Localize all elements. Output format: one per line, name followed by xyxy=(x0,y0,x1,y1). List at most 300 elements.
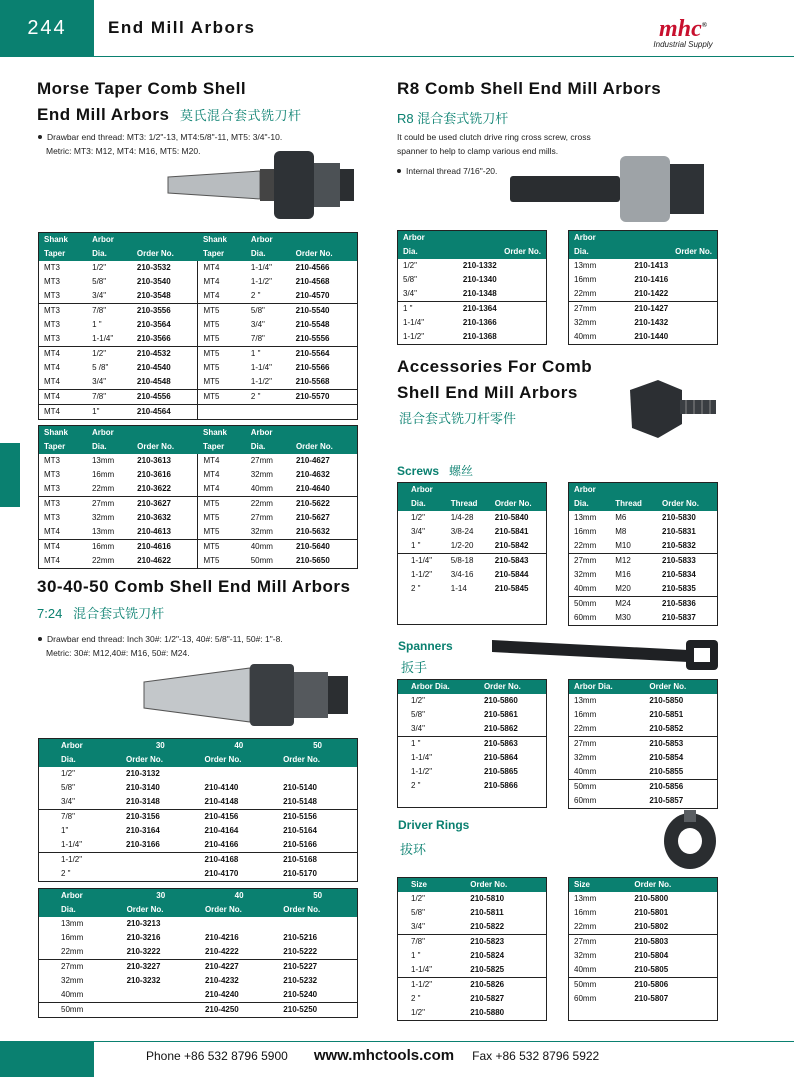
table-cell: 210-5844 xyxy=(494,570,529,579)
table-row xyxy=(39,767,358,781)
footer-bar xyxy=(0,1041,94,1077)
table-row xyxy=(39,917,358,931)
table-cell: MT4 xyxy=(198,261,246,275)
table-cell: 210-3232 xyxy=(126,976,161,985)
table-row xyxy=(398,302,547,317)
table-row xyxy=(569,511,718,525)
table-cell: 1-1/2" xyxy=(411,570,433,579)
table-cell: 1/4-28 xyxy=(450,513,474,522)
table-cell: 13mm xyxy=(574,261,597,270)
table-cell: 16mm xyxy=(87,540,132,555)
table-cell xyxy=(246,405,291,420)
table-cell: MT3 xyxy=(44,334,60,343)
table-cell: 210-4570 xyxy=(295,291,330,300)
col-header: 30 xyxy=(121,739,200,754)
table-cell: 27mm xyxy=(250,456,273,465)
table-cell: MT5 xyxy=(198,511,246,525)
table-cell: MT5 xyxy=(198,318,246,332)
table-cell: 40mm xyxy=(250,484,273,493)
table-cell: 5/8-18 xyxy=(446,554,490,569)
table-row xyxy=(569,273,718,287)
table-cell: 210-5802 xyxy=(634,922,669,931)
morse-title xyxy=(37,76,301,129)
table-cell: 3/4" xyxy=(411,922,425,931)
table-cell: 210-5140 xyxy=(283,783,317,792)
table-cell: MT3 xyxy=(44,291,60,300)
table-cell: 3/4" xyxy=(403,289,417,298)
col-header: Shank xyxy=(198,426,246,441)
table-cell: 40mm xyxy=(574,332,597,341)
table-cell: 210-5650 xyxy=(295,556,330,565)
table-cell: 210-1366 xyxy=(462,318,497,327)
table-row xyxy=(39,261,358,275)
table-cell: 13mm xyxy=(91,456,115,465)
table-cell: 1 " xyxy=(411,951,421,960)
table-row xyxy=(39,497,358,512)
table-row xyxy=(569,963,718,978)
table-cell: MT3 xyxy=(39,497,87,512)
table-row xyxy=(39,482,358,497)
table-cell: 210-5823 xyxy=(465,935,546,950)
r8-sub: R8 xyxy=(397,111,414,126)
table-cell: 5/8" xyxy=(403,275,417,284)
table-cell: MT3 xyxy=(44,513,60,522)
col-header: Order No. xyxy=(121,753,200,767)
table-row xyxy=(39,304,358,319)
comb-metric-table xyxy=(38,888,358,1018)
table-cell: 27mm xyxy=(569,554,611,569)
table-cell: 60mm xyxy=(574,796,597,805)
table-cell: 1-1/4" xyxy=(250,363,272,372)
footer xyxy=(146,1047,599,1064)
table-header-row xyxy=(569,483,718,498)
table-cell: MT4 xyxy=(198,289,246,304)
col-header: Size xyxy=(569,878,630,893)
table-cell: 210-5807 xyxy=(634,994,669,1003)
r8-arbor-image xyxy=(508,150,710,228)
table-cell: 16mm xyxy=(61,933,84,942)
table-row xyxy=(569,949,718,963)
table-cell: 210-4222 xyxy=(204,947,239,956)
table-row xyxy=(569,992,718,1006)
table-cell: 210-5822 xyxy=(470,922,505,931)
col-header: Order No. xyxy=(657,497,717,511)
table-cell: 5/8" xyxy=(61,783,75,792)
table-cell: 210-5568 xyxy=(295,377,330,386)
table-cell: 210-1332 xyxy=(462,261,497,270)
table-cell: 210-5854 xyxy=(649,753,684,762)
table-cell: 210-1427 xyxy=(629,302,717,317)
col-header: Dia. xyxy=(569,497,611,511)
table-row xyxy=(569,765,718,780)
table-cell: 210-5837 xyxy=(662,613,696,622)
table-cell: 210-1348 xyxy=(462,289,497,298)
table-cell: 210-5170 xyxy=(283,869,317,878)
table-cell: 210-5866 xyxy=(483,781,518,790)
spanner-image xyxy=(488,632,724,676)
col-header: Order No. xyxy=(132,247,198,261)
table-cell: 27mm xyxy=(250,513,273,522)
table-cell: 210-5632 xyxy=(295,527,330,536)
table-cell: 27mm xyxy=(39,960,122,975)
col-header: Order No. xyxy=(629,245,717,259)
acc-title-line2: Shell End Mill Arbors xyxy=(397,383,578,402)
table-cell: 210-3166 xyxy=(126,840,160,849)
col-header: Order No. xyxy=(629,878,717,893)
col-header: Order No. xyxy=(490,497,547,511)
table-row xyxy=(398,330,547,345)
table-cell: 210-5865 xyxy=(483,767,518,776)
table-cell: 210-5556 xyxy=(295,334,330,343)
col-header: Dia. xyxy=(87,440,132,454)
table-cell: 210-4616 xyxy=(132,540,198,555)
col-header: Order No. xyxy=(479,680,547,695)
table-cell: 1/2-20 xyxy=(450,541,474,550)
table-cell: M10 xyxy=(615,541,631,550)
table-row xyxy=(398,892,547,906)
table-cell: 210-5810 xyxy=(470,894,505,903)
table-cell: 210-5836 xyxy=(657,597,717,612)
morse-note-line1: Drawbar end thread: MT3: 1/2"-13, MT4:5/8"-11, MT5: 3/4"-10. xyxy=(47,132,283,142)
table-cell: 1-1/2" xyxy=(403,332,425,341)
footer-website[interactable]: www.mhctools.com xyxy=(313,1047,455,1064)
table-cell: MT4 xyxy=(39,540,87,555)
table-cell: 210-5834 xyxy=(662,570,696,579)
table-cell: 210-5156 xyxy=(278,810,357,825)
table-row xyxy=(398,1006,547,1021)
table-cell: 50mm xyxy=(250,556,273,565)
table-cell: 210-4164 xyxy=(204,826,239,835)
table-cell: 32mm xyxy=(574,951,597,960)
table-cell: 22mm xyxy=(246,497,291,512)
table-row xyxy=(569,554,718,569)
table-row xyxy=(39,960,358,975)
col-header: Shank xyxy=(39,426,87,441)
screws-metric-table xyxy=(568,482,718,626)
table-row xyxy=(398,273,547,287)
col-header: Shank xyxy=(39,233,88,248)
table-cell: 60mm xyxy=(574,613,597,622)
table-row-empty xyxy=(398,596,547,610)
table-cell xyxy=(198,405,246,420)
table-cell: 22mm xyxy=(574,922,597,931)
table-row xyxy=(569,582,718,597)
table-cell: 210-3132 xyxy=(126,769,160,778)
table-cell: MT4 xyxy=(39,405,88,420)
table-cell: 210-3548 xyxy=(136,291,171,300)
table-cell: 210-1368 xyxy=(462,332,497,341)
table-row xyxy=(39,390,358,405)
table-cell: 210-3616 xyxy=(137,470,171,479)
table-cell: 210-4232 xyxy=(204,976,239,985)
table-cell: 210-5222 xyxy=(283,947,318,956)
table-cell: 210-3164 xyxy=(126,826,160,835)
table-cell: 210-3613 xyxy=(137,456,171,465)
table-cell: MT5 xyxy=(198,361,246,375)
table-cell: 210-5831 xyxy=(662,527,696,536)
table-row xyxy=(569,935,718,950)
table-cell: 210-4568 xyxy=(295,277,330,286)
col-header: Order No. xyxy=(291,440,358,454)
table-cell: 210-5168 xyxy=(278,853,357,868)
table-cell: MT5 xyxy=(198,304,246,319)
spanners-title: Spanners xyxy=(398,639,453,653)
table-cell: 210-5640 xyxy=(291,540,358,555)
driver-ring-image xyxy=(660,810,720,872)
col-header: Arbor xyxy=(569,231,630,246)
table-header-row xyxy=(569,245,718,259)
table-cell: 40mm xyxy=(574,965,597,974)
table-cell: 210-4168 xyxy=(200,853,279,868)
table-cell: M20 xyxy=(615,584,631,593)
table-cell: 210-5861 xyxy=(483,710,518,719)
table-cell: 210-5880 xyxy=(470,1008,505,1017)
table-cell: 210-3222 xyxy=(126,947,161,956)
table-cell: 60mm xyxy=(574,994,597,1003)
col-header xyxy=(291,233,358,248)
table-cell: 210-4240 xyxy=(204,990,239,999)
table-cell: 210-5811 xyxy=(470,908,504,917)
table-cell: 210-3532 xyxy=(136,263,171,272)
col-header: Dia. xyxy=(39,753,122,767)
r8-metric-table xyxy=(568,230,718,345)
table-row xyxy=(398,568,547,582)
r8-title: R8 Comb Shell End Mill Arbors xyxy=(397,79,662,98)
table-row xyxy=(569,287,718,302)
table-cell: 22mm xyxy=(91,484,115,493)
screws-inch-table xyxy=(397,482,547,625)
table-cell: 1 " xyxy=(246,347,291,362)
table-cell: 13mm xyxy=(61,919,84,928)
table-row xyxy=(569,751,718,765)
table-cell: 210-4632 xyxy=(295,470,330,479)
page-title: End Mill Arbors xyxy=(108,18,256,37)
table-row xyxy=(569,708,718,722)
rings-metric-table xyxy=(568,877,718,1021)
table-cell: MT3 xyxy=(44,277,60,286)
table-cell: 1-1/4" xyxy=(403,318,425,327)
table-cell: 210-5803 xyxy=(629,935,717,950)
brand-logo xyxy=(648,14,718,49)
logo-reg: ® xyxy=(701,21,707,29)
table-row xyxy=(569,892,718,906)
table-cell: 2 " xyxy=(61,869,71,878)
table-cell: 1-1/4" xyxy=(411,965,433,974)
table-cell xyxy=(200,917,278,931)
table-cell: 210-4564 xyxy=(132,405,198,420)
table-cell: 27mm xyxy=(569,935,630,950)
table-cell: 210-5148 xyxy=(283,797,317,806)
table-row xyxy=(569,539,718,554)
table-cell: 210-4156 xyxy=(200,810,279,825)
table-cell: MT4 xyxy=(44,377,60,386)
table-cell: 210-5824 xyxy=(470,951,505,960)
col-header: Arbor xyxy=(87,233,132,248)
col-header: 40 xyxy=(200,739,279,754)
comb-note-line2: Metric: 30#: M12,40#: M16, 50#: M24. xyxy=(46,648,190,658)
table-cell: 5/8" xyxy=(92,277,107,286)
table-cell: 210-5853 xyxy=(644,737,717,752)
table-cell: 210-5540 xyxy=(291,304,358,319)
comb-inch-table xyxy=(38,738,358,882)
table-cell: 3/4" xyxy=(92,377,107,386)
table-row xyxy=(398,582,547,596)
table-row xyxy=(39,361,358,375)
table-row xyxy=(569,316,718,330)
table-header-row xyxy=(398,231,547,246)
col-header: Order No. xyxy=(132,440,198,454)
table-cell: 2 " xyxy=(250,291,261,300)
table-cell: MT3 xyxy=(44,320,60,329)
table-cell: 40mm xyxy=(574,584,597,593)
table-row xyxy=(39,525,358,540)
table-cell: 50mm xyxy=(569,780,645,795)
table-cell: MT5 xyxy=(198,375,246,390)
table-cell: 210-5856 xyxy=(644,780,717,795)
table-cell: 210-3156 xyxy=(121,810,200,825)
table-cell: 27mm xyxy=(569,737,645,752)
table-cell: 210-1364 xyxy=(458,302,547,317)
table-cell: 210-4170 xyxy=(204,869,239,878)
table-row xyxy=(39,974,358,988)
table-cell: M6 xyxy=(615,513,627,522)
table-cell: M30 xyxy=(615,613,631,622)
table-cell: 40mm xyxy=(61,990,84,999)
col-header xyxy=(132,426,198,441)
table-cell: MT5 xyxy=(198,554,246,569)
table-cell: 13mm xyxy=(574,513,597,522)
table-cell: 210-5164 xyxy=(283,826,317,835)
table-cell: 40mm xyxy=(246,540,291,555)
table-cell: 2 " xyxy=(411,584,421,593)
table-cell: 3/4" xyxy=(61,797,75,806)
table-cell: 3/8-24 xyxy=(450,527,474,536)
col-header: 50 xyxy=(278,889,357,904)
table-cell: 210-4532 xyxy=(132,347,198,362)
table-row xyxy=(39,1003,358,1018)
table-cell: 2 " xyxy=(411,781,421,790)
table-cell: 13mm xyxy=(91,527,115,536)
table-cell: 7/8" xyxy=(39,810,122,825)
table-cell: 1 " xyxy=(398,302,458,317)
table-row xyxy=(39,540,358,555)
table-cell: 5/8" xyxy=(411,908,425,917)
table-cell: 210-4566 xyxy=(295,263,330,272)
table-cell: 210-4640 xyxy=(295,484,330,493)
table-cell: 210-4613 xyxy=(137,527,171,536)
footer-fax: Fax +86 532 8796 5922 xyxy=(472,1049,600,1063)
table-row xyxy=(39,511,358,525)
table-cell: 3/4-16 xyxy=(450,570,474,579)
col-header: Dia. xyxy=(398,497,446,511)
table-row xyxy=(569,568,718,582)
table-row xyxy=(569,597,718,612)
table-cell: 210-4140 xyxy=(204,783,239,792)
table-cell: 32mm xyxy=(250,470,273,479)
table-cell: 210-5851 xyxy=(649,710,684,719)
table-row xyxy=(39,781,358,795)
table-row xyxy=(39,405,358,420)
table-cell: 16mm xyxy=(574,527,597,536)
table-cell: 7/8" xyxy=(87,304,132,319)
table-row xyxy=(398,694,547,708)
table-cell: 210-5827 xyxy=(470,994,505,1003)
table-row xyxy=(398,978,547,993)
col-header: Arbor xyxy=(398,483,446,498)
table-row xyxy=(39,838,358,853)
table-cell: 210-4250 xyxy=(200,1003,278,1018)
table-header-row xyxy=(39,426,358,441)
table-cell: MT4 xyxy=(198,482,246,497)
col-header xyxy=(132,233,198,248)
table-row xyxy=(569,920,718,935)
table-row xyxy=(39,468,358,482)
table-cell: 210-5627 xyxy=(295,513,330,522)
table-cell: MT4 xyxy=(198,468,246,482)
spanners-title-cn: 扳手 xyxy=(401,660,428,675)
table-cell: 210-5833 xyxy=(657,554,717,569)
col-header: Taper xyxy=(39,247,88,261)
table-cell: 16mm xyxy=(574,710,597,719)
table-cell: 1/2" xyxy=(87,347,132,362)
table-row xyxy=(39,332,358,347)
table-cell: 210-1340 xyxy=(462,275,497,284)
table-row xyxy=(39,988,358,1003)
table-cell: 13mm xyxy=(574,696,597,705)
table-cell: MT4 xyxy=(39,390,88,405)
table-cell: 210-5622 xyxy=(291,497,358,512)
table-cell xyxy=(291,405,358,420)
footer-rule xyxy=(94,1041,794,1042)
table-row xyxy=(569,694,718,708)
table-cell: 1-1/4" xyxy=(92,334,114,343)
table-header-row xyxy=(398,483,547,498)
table-header-row xyxy=(569,231,718,246)
table-cell: 32mm xyxy=(574,318,597,327)
table-cell: MT3 xyxy=(39,304,88,319)
table-cell: 50mm xyxy=(569,978,630,993)
table-cell: 210-4166 xyxy=(204,840,239,849)
table-cell: 5/8" xyxy=(246,304,291,319)
table-cell: 210-3148 xyxy=(126,797,160,806)
table-cell: 22mm xyxy=(574,724,597,733)
table-cell: 210-5841 xyxy=(494,527,529,536)
comb-note xyxy=(38,632,283,660)
table-cell: 1/2" xyxy=(411,894,425,903)
table-row xyxy=(398,992,547,1006)
table-row xyxy=(39,824,358,838)
table-cell: 210-5826 xyxy=(465,978,546,993)
footer-phone: Phone +86 532 8796 5900 xyxy=(146,1049,288,1063)
table-cell: 210-5855 xyxy=(649,767,684,776)
table-header-row xyxy=(39,889,358,904)
table-cell: MT4 xyxy=(44,556,60,565)
col-header: Order No. xyxy=(200,753,279,767)
table-row xyxy=(398,708,547,722)
table-cell: MT4 xyxy=(39,347,88,362)
table-header-row xyxy=(398,245,547,259)
table-cell: MT3 xyxy=(44,470,60,479)
morse-title-line2: End Mill Arbors xyxy=(37,105,170,124)
table-cell: 210-3216 xyxy=(126,933,161,942)
logo-tagline: Industrial Supply xyxy=(653,40,713,49)
table-cell: 210-3627 xyxy=(132,497,198,512)
col-header: Size xyxy=(398,878,466,893)
table-header-row xyxy=(569,878,718,893)
table-cell: 16mm xyxy=(574,275,597,284)
table-cell: 16mm xyxy=(574,908,597,917)
acc-title-line1: Accessories For Comb xyxy=(397,357,593,376)
